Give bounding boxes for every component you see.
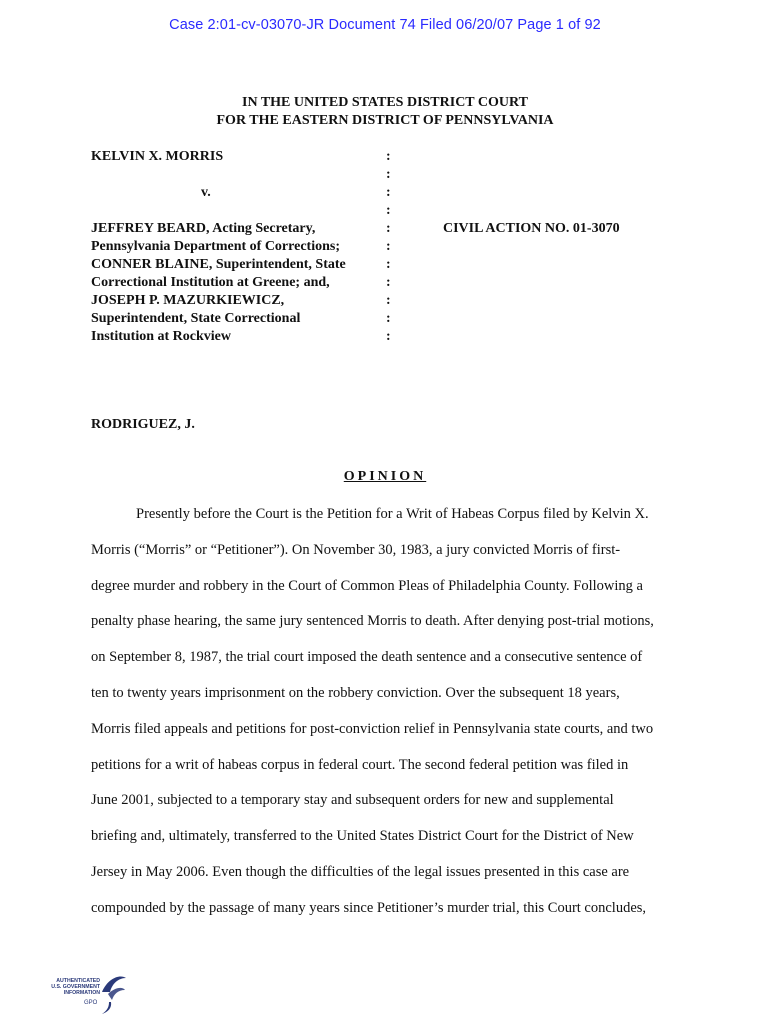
case-caption-parties (91, 148, 391, 346)
caption-line: JOSEPH P. MAZURKIEWICZ, (91, 293, 285, 308)
caption-line: KELVIN X. MORRIS (91, 149, 224, 164)
body-line: Morris filed appeals and petitions for post-conviction relief in Pennsylvania state courts, and two (91, 720, 654, 737)
body-line: briefing and, ultimately, transferred to the United States District Court for the District of New (91, 828, 634, 845)
caption-colon: : (386, 311, 391, 326)
gpo-seal-line-3: INFORMATION (63, 990, 100, 996)
opinion-heading-text: OPINION (343, 469, 427, 484)
body-line: petitions for a writ of habeas corpus in federal court. The second federal petition was filed in (91, 756, 629, 773)
caption-line: Correctional Institution at Greene; and, (91, 275, 330, 290)
body-line: Presently before the Court is the Petition for a Writ of Habeas Corpus filed by Kelvin X. (136, 506, 649, 522)
body-line: on September 8, 1987, the trial court imposed the death sentence and a consecutive sentence of (91, 649, 643, 666)
gpo-eagle-icon (98, 972, 128, 1016)
caption-colon: : (386, 257, 391, 272)
body-line: degree murder and robbery in the Court of Common Pleas of Philadelphia County. Following a (91, 577, 643, 594)
gpo-label: GPO (84, 1000, 98, 1006)
caption-line (91, 166, 391, 184)
court-title-line-2: FOR THE EASTERN DISTRICT OF PENNSYLVANIA (216, 113, 554, 128)
caption-line: Pennsylvania Department of Corrections; (91, 239, 340, 254)
caption-colon: : (386, 149, 391, 164)
caption-line: Superintendent, State Correctional (91, 311, 301, 326)
body-line: compounded by the passage of many years since Petitioner’s murder trial, this Court concludes, (91, 899, 647, 916)
caption-colon: : (386, 329, 391, 344)
court-title-line-1: IN THE UNITED STATES DISTRICT COURT (242, 95, 528, 110)
court-title (0, 94, 770, 130)
caption-colon: : (386, 275, 391, 290)
judge-name: RODRIGUEZ, J. (91, 417, 195, 432)
caption-colon: : (386, 167, 391, 182)
body-line: Morris (“Morris” or “Petitioner”). On November 30, 1983, a jury convicted Morris of first- (91, 541, 621, 558)
gpo-seal-text (44, 978, 100, 996)
caption-line: Institution at Rockview (91, 329, 232, 344)
caption-line: CONNER BLAINE, Superintendent, State (91, 257, 346, 272)
caption-colon: : (386, 293, 391, 308)
caption-colon: : (386, 239, 391, 254)
gpo-seal-line-1: AUTHENTICATED (56, 978, 100, 984)
caption-colon: : (386, 221, 391, 236)
caption-colon: : (386, 185, 391, 200)
opinion-heading (0, 469, 770, 485)
opinion-body (91, 505, 681, 935)
caption-colon-column (386, 148, 398, 346)
body-line: Jersey in May 2006. Even though the difficulties of the legal issues presented in this case are (91, 863, 630, 880)
body-line: June 2001, subjected to a temporary stay and subsequent orders for new and supplemental (91, 792, 614, 809)
caption-colon: : (386, 203, 391, 218)
civil-action-number: CIVIL ACTION NO. 01-3070 (443, 221, 620, 236)
case-header: Case 2:01-cv-03070-JR Document 74 Filed 06/20/07 Page 1 of 92 (169, 17, 601, 33)
caption-line: JEFFREY BEARD, Acting Secretary, (91, 221, 316, 236)
gpo-authentication-seal (44, 972, 128, 1016)
body-line: penalty phase hearing, the same jury sentenced Morris to death. After denying post-trial motions, (91, 613, 654, 630)
body-line: ten to twenty years imprisonment on the robbery conviction. Over the subsequent 18 years, (91, 684, 620, 701)
caption-versus: v. (201, 185, 211, 200)
caption-line (91, 202, 391, 220)
gpo-seal-line-2: U.S. GOVERNMENT (51, 984, 100, 990)
